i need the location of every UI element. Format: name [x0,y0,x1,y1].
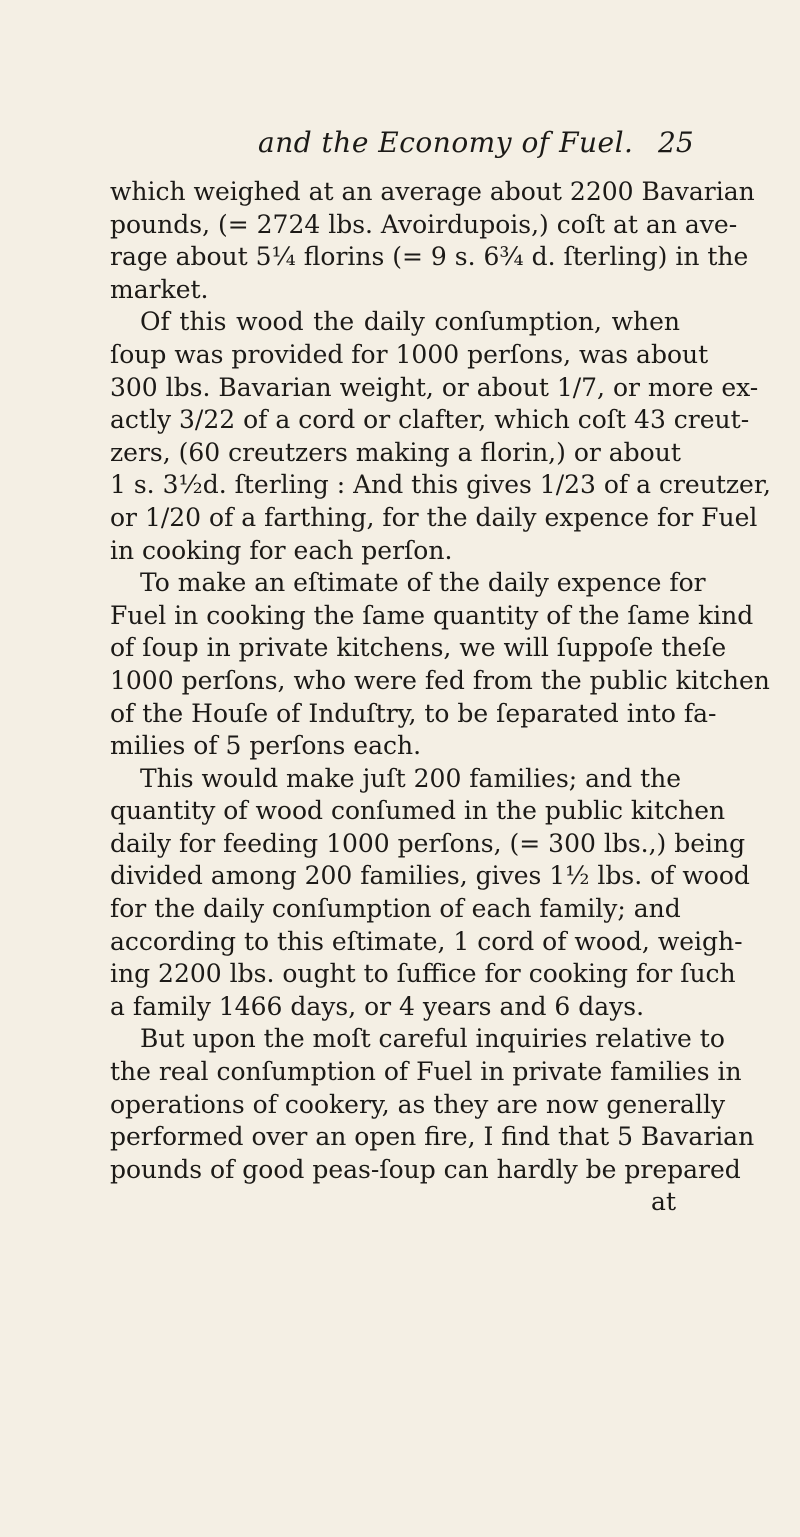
text-line: or 1/20 of a farthing, for the daily expence for Fuel [110,502,758,532]
text-line: divided among 200 families, gives 1½ lbs. of wood [110,861,750,891]
text-line: operations of cookery, as they are now generally [110,1089,726,1119]
text-line: actly 3/22 of a cord or clafter, which coſt 43 creut- [110,405,750,435]
text-line: pounds, (= 2724 lbs. Avoirdupois,) coſt at an ave- [110,209,738,239]
text-line: the real conſumption of Fuel in private families in [110,1057,742,1087]
text-line: quantity of wood conſumed in the public kitchen [110,796,726,826]
text-line: Fuel in cooking the ſame quantity of the ſame kind [110,600,754,630]
text-line: ing 2200 lbs. ought to ſuffice for cooking for ſuch [110,959,736,989]
text-line: rage about 5¼ florins (= 9 s. 6¾ d. ſterling) in the [110,242,749,272]
text-line: 1000 perſons, who were fed from the public kitchen [110,665,770,695]
text-line: 300 lbs. Bavarian weight, or about 1/7, or more ex- [110,372,759,402]
text-line: performed over an open fire, I find that 5 Bavarian [110,1122,755,1152]
text-line: To make an eſtimate of the daily expence for [140,568,706,598]
running-title: and the Economy of Fuel. [258,126,634,159]
text-line: which weighed at an average about 2200 Bavarian [110,177,755,206]
text-line: But upon the moſt careful inquiries relative to [140,1024,725,1054]
text-line: ſoup was provided for 1000 perſons, was about [110,339,709,369]
page-header [0,126,800,166]
text-line: zers, (60 creutzers making a florin,) or about [110,437,681,467]
text-line: for the daily conſumption of each family; and [110,894,681,924]
text-line: according to this eſtimate, 1 cord of wood, weigh- [110,926,743,956]
page-number: 25 [658,126,694,159]
body-text [110,176,771,1219]
text-line: milies of 5 perſons each. [110,731,422,761]
catchword: at [651,1187,676,1217]
text-line: a family 1466 days, or 4 years and 6 days. [110,991,645,1021]
text-line: market. [110,274,209,304]
text-line: of the Houſe of Induſtry, to be ſeparated into fa- [110,698,717,728]
text-line: of ſoup in private kitchens, we will ſuppoſe theſe [110,633,727,663]
text-line: 1 s. 3½d. ſterling : And this gives 1/23 of a creutzer, [110,470,771,500]
text-line: Of this wood the daily conſumption, when [140,307,680,337]
text-line: in cooking for each perſon. [110,535,453,565]
text-line: This would make juſt 200 families; and the [140,763,682,793]
text-line: daily for feeding 1000 perſons, (= 300 lbs.,) being [110,828,746,858]
text-line: pounds of good peas-ſoup can hardly be prepared [110,1154,741,1184]
